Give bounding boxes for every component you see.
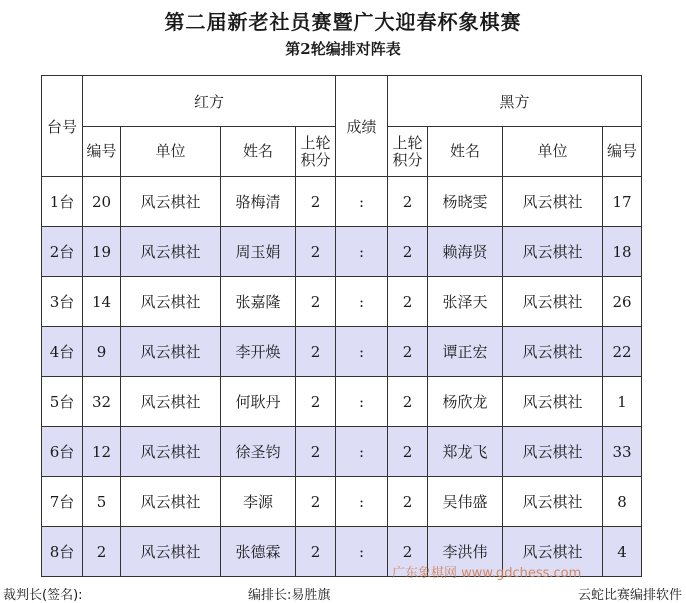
header-black: 黑方 [388,76,642,127]
black-score-cell: 2 [388,277,428,327]
black-score-cell: 2 [388,177,428,227]
footer-software: 云蛇比赛编排软件 [577,588,682,603]
board-cell: 8台 [42,527,83,577]
red-name-cell: 李源 [221,477,296,527]
red-unit-cell: 风云棋社 [121,177,221,227]
header-result: 成绩 [336,76,388,177]
header-black-unit: 单位 [503,127,603,177]
header-red-number: 编号 [83,127,121,177]
red-number-cell: 2 [83,527,121,577]
black-unit-cell: 风云棋社 [503,477,603,527]
red-score-cell: 2 [296,177,336,227]
black-score-cell: 2 [388,327,428,377]
black-unit-cell: 风云棋社 [503,277,603,327]
red-unit-cell: 风云棋社 [121,377,221,427]
red-number-cell: 14 [83,277,121,327]
result-cell: : [336,227,388,277]
board-cell: 1台 [42,177,83,227]
header-red-name: 姓名 [221,127,296,177]
red-unit-cell: 风云棋社 [121,427,221,477]
black-unit-cell: 风云棋社 [503,527,603,577]
red-number-cell: 9 [83,327,121,377]
black-score-cell: 2 [388,227,428,277]
red-name-cell: 何耿丹 [221,377,296,427]
red-score-cell: 2 [296,527,336,577]
black-name-cell: 杨欣龙 [428,377,503,427]
black-number-cell: 22 [603,327,642,377]
black-score-cell: 2 [388,377,428,427]
black-score-cell: 2 [388,427,428,477]
header-black-prev-score-line2: 积分 [392,150,423,169]
red-number-cell: 19 [83,227,121,277]
footer-referee: 裁判长(签名): [3,588,83,603]
red-number-cell: 5 [83,477,121,527]
result-cell: : [336,327,388,377]
red-number-cell: 12 [83,427,121,477]
pairing-rows [42,177,642,577]
page-subtitle: 第2轮编排对阵表 [285,40,401,58]
page-title: 第二届新老社员赛暨广大迎春杯象棋赛 [164,10,522,34]
table-row [42,427,642,477]
black-name-cell: 张泽天 [428,277,503,327]
header-red-unit: 单位 [121,127,221,177]
watermark: 广东象棋网 www.gdchess.com [392,566,582,581]
black-name-cell: 吴伟盛 [428,477,503,527]
red-name-cell: 张嘉隆 [221,277,296,327]
red-score-cell: 2 [296,277,336,327]
red-score-cell: 2 [296,227,336,277]
table-row [42,377,642,427]
red-score-cell: 2 [296,477,336,527]
black-score-cell: 2 [388,477,428,527]
result-cell: : [336,377,388,427]
pairing-table [41,75,642,577]
red-unit-cell: 风云棋社 [121,277,221,327]
black-number-cell: 4 [603,527,642,577]
black-unit-cell: 风云棋社 [503,177,603,227]
result-cell: : [336,277,388,327]
black-score-cell: 2 [388,527,428,577]
result-cell: : [336,477,388,527]
header-black-name: 姓名 [428,127,503,177]
black-unit-cell: 风云棋社 [503,427,603,477]
black-unit-cell: 风云棋社 [503,327,603,377]
red-name-cell: 骆梅清 [221,177,296,227]
red-unit-cell: 风云棋社 [121,227,221,277]
header-black-number: 编号 [603,127,642,177]
header-red: 红方 [83,76,336,127]
black-name-cell: 杨晓雯 [428,177,503,227]
black-number-cell: 8 [603,477,642,527]
black-name-cell: 郑龙飞 [428,427,503,477]
black-number-cell: 18 [603,227,642,277]
red-number-cell: 32 [83,377,121,427]
board-cell: 3台 [42,277,83,327]
red-name-cell: 张德霖 [221,527,296,577]
board-cell: 2台 [42,227,83,277]
footer-arranger: 编排长:易胜旗 [248,588,331,603]
table-row [42,327,642,377]
red-unit-cell: 风云棋社 [121,527,221,577]
table-row [42,227,642,277]
black-name-cell: 谭正宏 [428,327,503,377]
red-name-cell: 徐圣钧 [221,427,296,477]
header-red-prev-score [296,127,336,177]
red-score-cell: 2 [296,377,336,427]
table-row [42,177,642,227]
red-unit-cell: 风云棋社 [121,327,221,377]
header-red-prev-score-line2: 积分 [300,150,331,169]
red-name-cell: 周玉娟 [221,227,296,277]
board-cell: 6台 [42,427,83,477]
black-number-cell: 33 [603,427,642,477]
header-black-prev-score [388,127,428,177]
red-score-cell: 2 [296,327,336,377]
result-cell: : [336,427,388,477]
black-number-cell: 26 [603,277,642,327]
red-unit-cell: 风云棋社 [121,477,221,527]
black-number-cell: 17 [603,177,642,227]
black-unit-cell: 风云棋社 [503,227,603,277]
black-unit-cell: 风云棋社 [503,377,603,427]
black-name-cell: 赖海贤 [428,227,503,277]
table-row [42,277,642,327]
header-board: 台号 [42,76,83,177]
board-cell: 4台 [42,327,83,377]
header-black-prev-score-line1: 上轮 [392,133,423,152]
table-row [42,477,642,527]
red-number-cell: 20 [83,177,121,227]
result-cell: : [336,527,388,577]
board-cell: 5台 [42,377,83,427]
black-name-cell: 李洪伟 [428,527,503,577]
black-number-cell: 1 [603,377,642,427]
result-cell: : [336,177,388,227]
red-name-cell: 李开焕 [221,327,296,377]
board-cell: 7台 [42,477,83,527]
red-score-cell: 2 [296,427,336,477]
header-red-prev-score-line1: 上轮 [300,133,331,152]
